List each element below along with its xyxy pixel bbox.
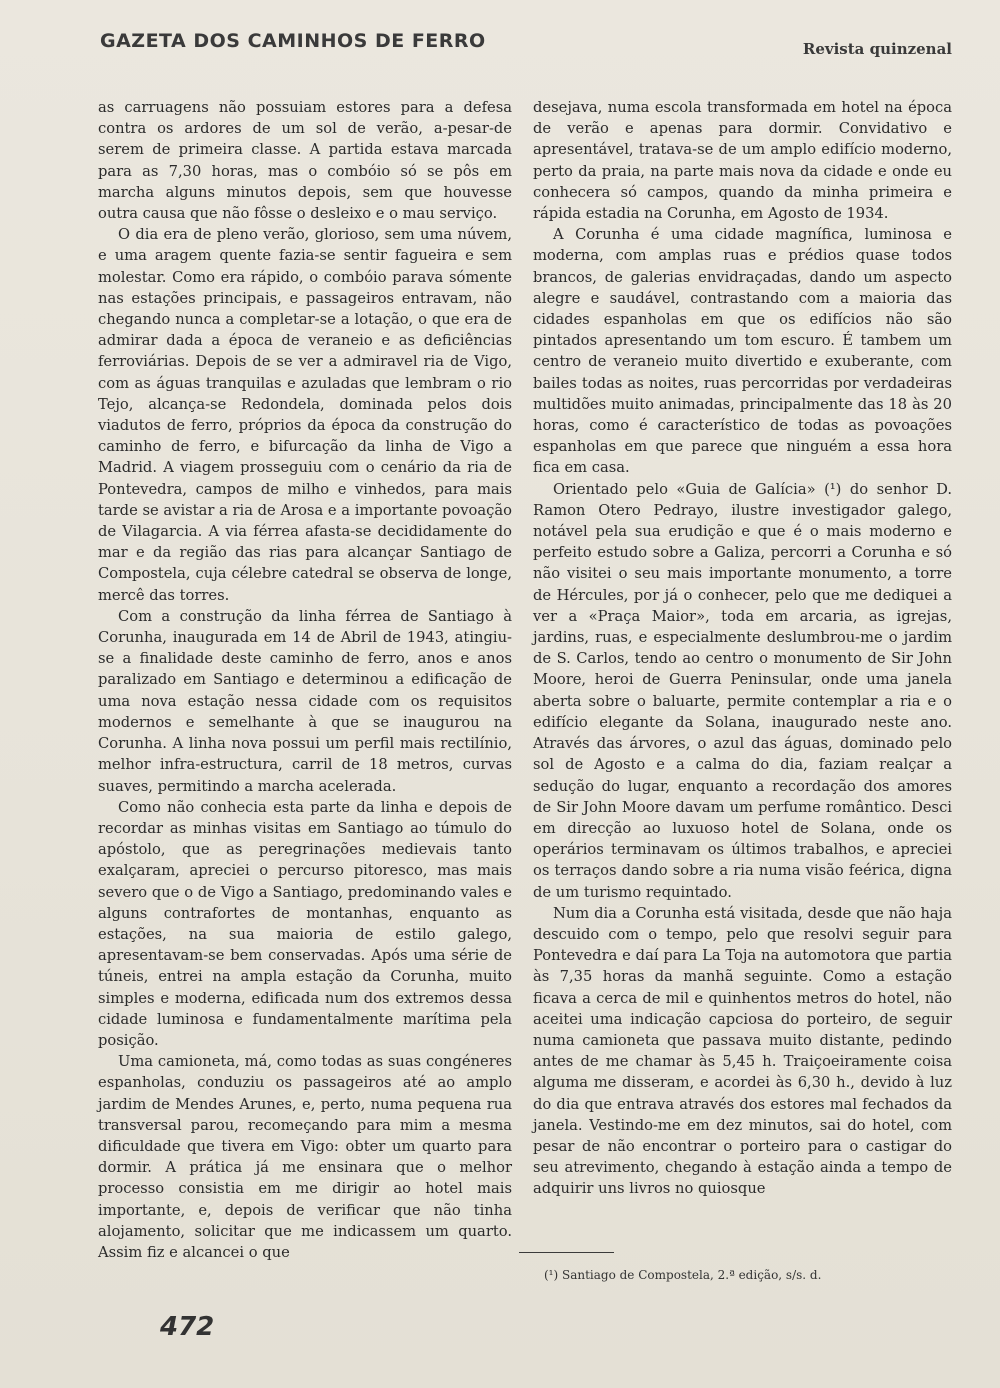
running-header-subtitle: Revista quinzenal <box>802 40 952 58</box>
paragraph: Como não conhecia esta parte da linha e depois de recordar as minhas visitas em Santiago ao túmulo do apóstolo, que as peregrinações medievais tanto exalçaram, apreciei o percurso pitoresco, mas mais severo que o de Vigo a Santiago, predominando vales e alguns contrafortes de montanhas, enquanto as estações, na sua maioria de estilo galego, apresentavam-se bem conservadas. Após uma série de túneis, entrei na ampla estação da Corunha, muito simples e moderna, edificada num dos extremos dessa cidade luminosa e fundamentalmente marítima pela posição. <box>98 798 512 1049</box>
paragraph: Uma camioneta, má, como todas as suas congéneres espanholas, conduziu os passageiros até ao amplo jardim de Mendes Arunes, e, perto, numa pequena rua transversal parou, recomeçando para mim a mesma dificuldade que tivera em Vigo: obter um quarto para dormir. A prática já me ensinara que o melhor processo consistia em me dirigir ao hotel mais importante, e, depois de verificar que não tinha alojamento, solicitar que me indicassem um quarto. Assim fiz e alcancei o que <box>98 1053 512 1261</box>
paragraph: desejava, numa escola transformada em hotel na época de verão e apenas para dormir. Convidativo e apresentável, tratava-se de um amplo edifício moderno, perto da praia, na parte mais nova da cidade e onde eu conhecera só campos, quando da minha primeira e rápida estadia na Corunha, em Agosto de 1934. <box>533 99 952 223</box>
right-column <box>533 97 952 1200</box>
paragraph: O dia era de pleno verão, glorioso, sem uma núvem, e uma aragem quente fazia-se sentir fagueira e sem molestar. Como era rápido, o combóio parava sómente nas estações principais, e passageiros entravam, não chegando nunca a completar-se a lotação, o que era de admirar dada a época de veraneio e as deficiências ferroviárias. Depois de se ver a admiravel ria de Vigo, com as águas tranquilas e azuladas que lembram o rio Tejo, alcança-se Redondela, dominada pelos dois viadutos de ferro, próprios da época da construção do caminho de ferro, e bifurcação da linha de Vigo a Madrid. A viagem prosseguiu com o cenário da ria de Pontevedra, campos de milho e vinhedos, para mais tarde se avistar a ria de Arosa e a importante povoação de Vilagarcia. A via férrea afasta-se decididamente do mar e da região das rias para alcançar Santiago de Compostela, cuja célebre catedral se observa de longe, mercê das torres. <box>98 226 512 604</box>
footnote: (¹) Santiago de Compostela, 2.ª edição, s/s. d. <box>544 1268 822 1282</box>
left-column <box>98 97 512 1263</box>
paragraph: Com a construção da linha férrea de Santiago à Corunha, inaugurada em 14 de Abril de 1943, atingiu-se a finalidade deste caminho de ferro, anos e anos paralizado em Santiago e determinou a edificação de uma nova estação nessa cidade com os requisitos modernos e semelhante à que se inaugurou na Corunha. A linha nova possui um perfil mais rectilínio, melhor infra-estructura, carril de 18 metros, curvas suaves, permitindo a marcha acelerada. <box>98 607 512 795</box>
paragraph: Orientado pelo «Guia de Galícia» (¹) do senhor D. Ramon Otero Pedrayo, ilustre investigador galego, notável pela sua erudição e que é o mais moderno e perfeito estudo sobre a Galiza, percorri a Corunha e só não visitei o seu mais importante monumento, a torre de Hércules, por já o conhecer, pelo que me dediquei a ver a «Praça Maior», toda em arcaria, as igrejas, jardins, ruas, e especialmente deslumbrou-me o jardim de S. Carlos, tendo ao centro o monumento de Sir John Moore, heroi de Guerra Peninsular, onde uma janela aberta sobre o baluarte, permite contemplar a ria e o edifício elegante da Solana, inaugurado neste ano. Através das árvores, o azul das águas, dominado pelo sol de Agosto e a calma do dia, faziam realçar a sedução do lugar, enquanto a recordação dos amores de Sir John Moore davam um perfume romântico. Desci em direcção ao luxuoso hotel de Solana, onde os operários terminavam os últimos trabalhos, e apreciei os terraços dando sobre a ria numa visão feérica, digna de um turismo requintado. <box>533 480 952 901</box>
paragraph: Num dia a Corunha está visitada, desde que não haja descuido com o tempo, pelo que resolvi seguir para Pontevedra e daí para La Toja na automotora que partia às 7,35 horas da manhã seguinte. Como a estação ficava a cerca de mil e quinhentos metros do hotel, não aceitei uma indicação capciosa do porteiro, de seguir numa camioneta que passava muito distante, pedindo antes de me chamar às 5,45 h. Traiçoeiramente coisa alguma me disseram, e acordei às 6,30 h., devido à luz do dia que entrava através dos estores mal fechados da janela. Vestindo-me em dez minutos, sai do hotel, com pesar de não encontrar o porteiro para o castigar do seu atrevimento, chegando à estação ainda a tempo de adquirir uns livros no quiosque <box>533 904 952 1198</box>
running-header-title: GAZETA DOS CAMINHOS DE FERRO <box>100 30 486 52</box>
page-number: 472 <box>160 1312 215 1342</box>
paragraph: A Corunha é uma cidade magnífica, luminosa e moderna, com amplas ruas e prédios quase todos brancos, de galerias envidraçadas, dando um aspecto alegre e saudável, contrastando com a maioria das cidades espanholas em que os edifícios não são pintados apresentando um tom escuro. É tambem um centro de veraneio muito divertido e exuberante, com bailes todas as noites, ruas percorridas por verdadeiras multidões muito animadas, principalmente das 18 às 20 horas, como é característico de todas as povoações espanholas em que parece que ninguém a essa hora fica em casa. <box>533 226 952 477</box>
footnote-divider <box>519 1252 614 1253</box>
paragraph: as carruagens não possuiam estores para a defesa contra os ardores de um sol de verão, a-pesar-de serem de primeira classe. A partida estava marcada para as 7,30 horas, mas o combóio só se pôs em marcha alguns minutos depois, sem que houvesse outra causa que não fôsse o desleixo e o mau serviço. <box>98 99 512 223</box>
